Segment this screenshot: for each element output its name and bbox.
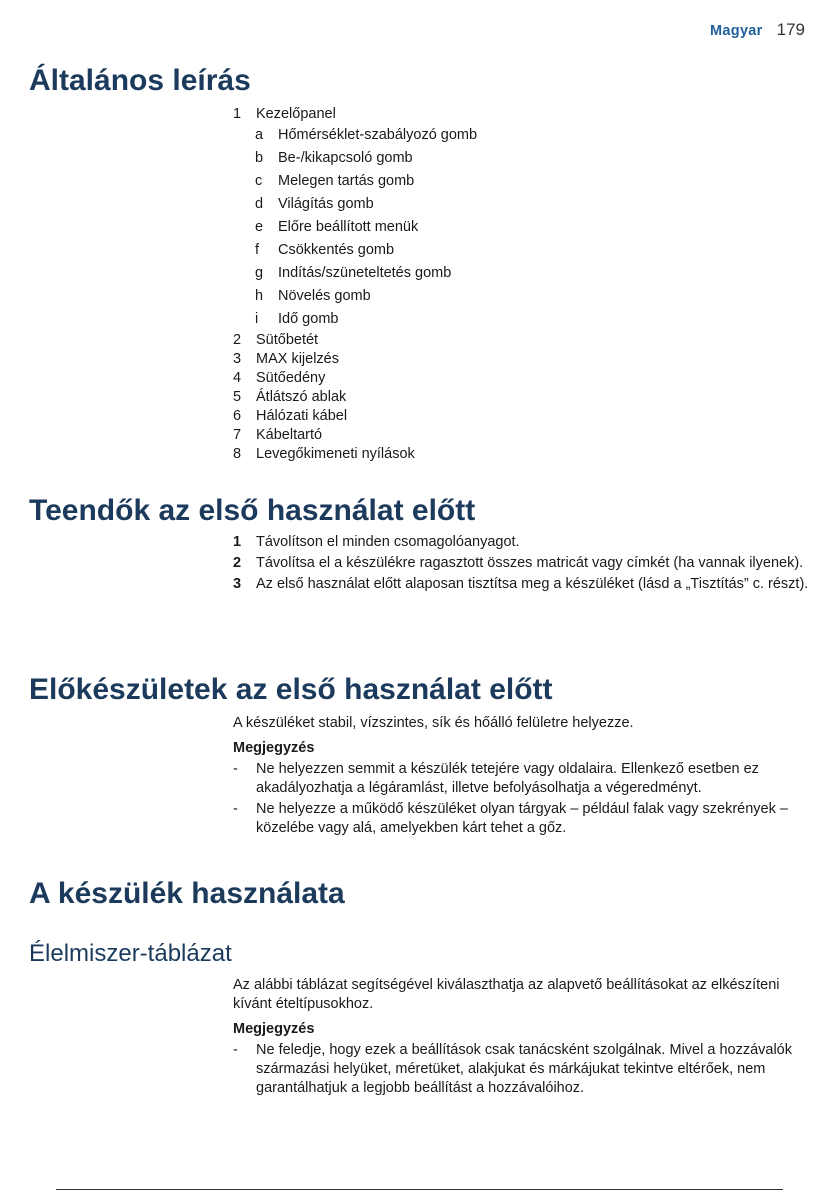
note-bullet: - Ne helyezze a működő készüléket olyan tárgyak – például falak vagy szekrények – közelébe vagy alá, amelyekben kárt tehet a gőz. (233, 801, 788, 836)
section-title-preparations: Előkészületek az első használat előtt (29, 673, 553, 706)
footer-divider (56, 1189, 783, 1190)
list-item: 6 Hálózati kábel (233, 408, 348, 424)
food-table-intro: Az alábbi táblázat segítségével kiválaszthatja az alapvető beállításokat az elkészíteni kívánt ételtípusokhoz. (233, 977, 780, 1012)
sub-list-item: b Be-/kikapcsoló gomb (255, 150, 413, 166)
note-bullet: - Ne helyezzen semmit a készülék tetejére vagy oldalaira. Ellenkező esetben ez akadályozhatja a légáramlást, illetve befolyásolhatja a végeredményt. (233, 761, 759, 796)
section-title-general-description: Általános leírás (29, 64, 251, 97)
note-bullet: - Ne feledje, hogy ezek a beállítások csak tanácsként szolgálnak. Mivel a hozzávalók származási helyüket, méretüket, alakjukat és márkájukat tekintve eltérőek, nem garantálhatjuk a legjobb beállítást a hozzávalóihoz. (233, 1042, 792, 1096)
subsection-title-food-table: Élelmiszer-táblázat (29, 940, 232, 967)
list-item: 7 Kábeltartó (233, 427, 323, 443)
list-item: 4 Sütőedény (233, 370, 326, 386)
first-use-steps (233, 533, 813, 596)
sub-list-item: c Melegen tartás gomb (255, 173, 415, 189)
list-item: 3 MAX kijelzés (233, 351, 339, 367)
list-item: 5 Átlátszó ablak (233, 389, 347, 405)
food-table-block (233, 976, 813, 1098)
step-item: 1 Távolítson el minden csomagolóanyagot. (233, 534, 520, 550)
list-item: 2 Sütőbetét (233, 332, 319, 348)
sub-list-item: d Világítás gomb (255, 196, 374, 212)
sub-list-item: e Előre beállított menük (255, 219, 419, 235)
step-item: 2 Távolítsa el a készülékre ragasztott összes matricát vagy címkét (ha vannak ilyenek). (233, 555, 804, 571)
preparations-block (233, 714, 813, 838)
note-title: Megjegyzés (233, 1021, 315, 1037)
list-item: 8 Levegőkimeneti nyílások (233, 446, 415, 462)
page-header (710, 20, 805, 40)
sub-list-item: i Idő gomb (255, 311, 339, 327)
sub-list-item: a Hőmérséklet-szabályozó gomb (255, 127, 478, 143)
step-item: 3 Az első használat előtt alaposan tisztítsa meg a készüléket (lásd a „Tisztítás” c. részt). (233, 576, 809, 592)
preparations-intro: A készüléket stabil, vízszintes, sík és hőálló felületre helyezze. (233, 715, 634, 731)
section-title-using-appliance: A készülék használata (29, 877, 345, 910)
list-item: 1 Kezelőpanel (233, 106, 336, 122)
page-number: 179 (776, 20, 805, 39)
component-list (233, 105, 813, 464)
note-title: Megjegyzés (233, 740, 315, 756)
sub-list-item: h Növelés gomb (255, 288, 371, 304)
language-label: Magyar (710, 23, 763, 39)
sub-list-item: g Indítás/szüneteltetés gomb (255, 265, 452, 281)
sub-list-item: f Csökkentés gomb (255, 242, 395, 258)
section-title-before-first-use: Teendők az első használat előtt (29, 494, 476, 527)
